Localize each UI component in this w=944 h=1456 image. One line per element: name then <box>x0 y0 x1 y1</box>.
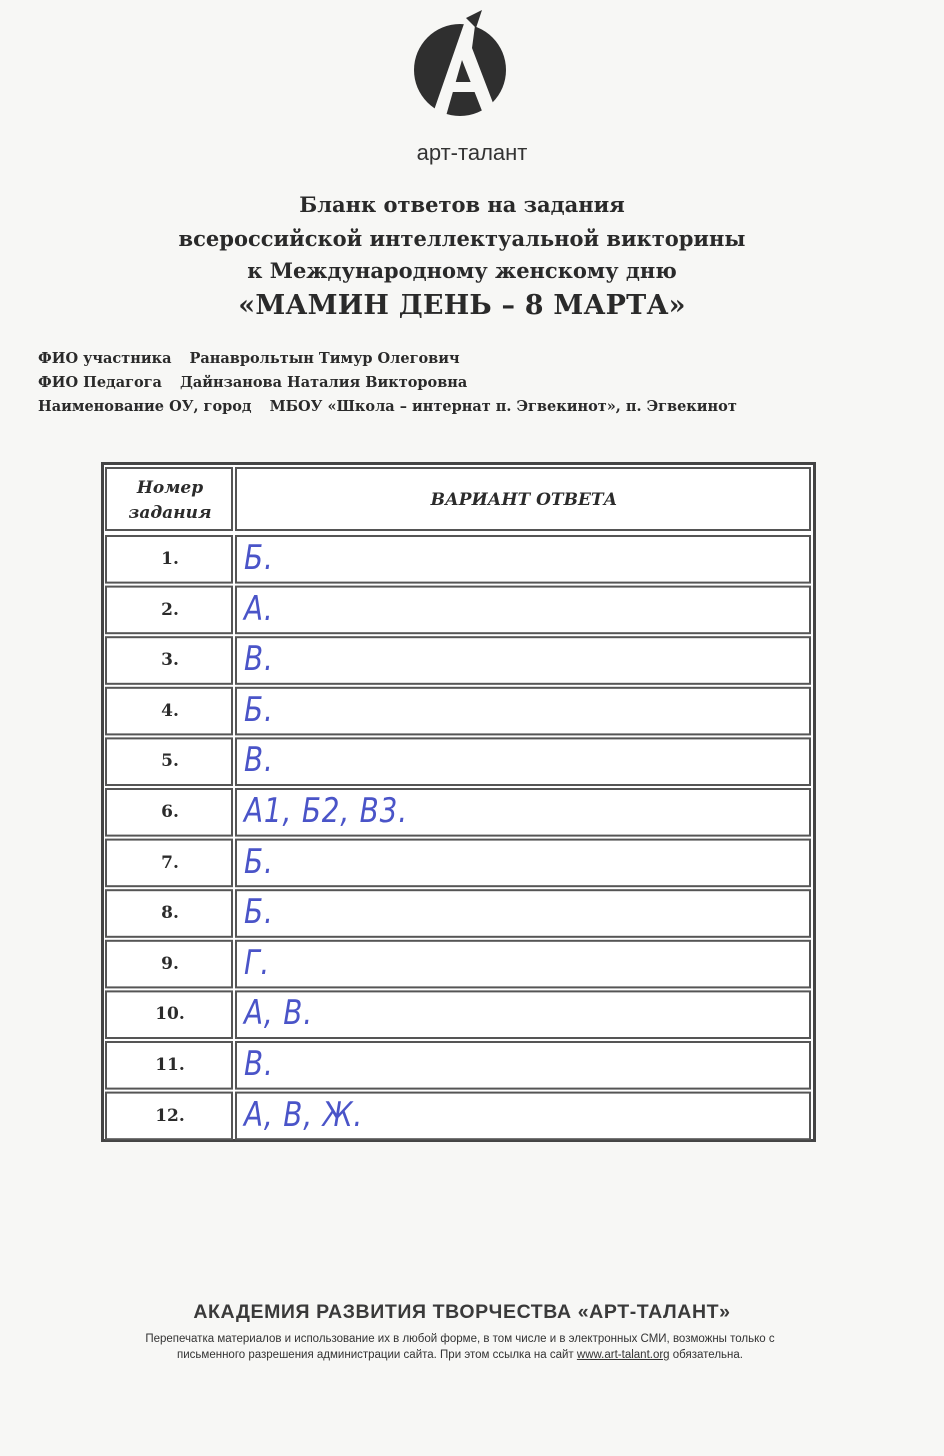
quiz-name: «МАМИН ДЕНЬ – 8 МАРТА» <box>238 290 686 321</box>
column-header-number-line2: задания <box>128 503 212 523</box>
handwritten-answer: А1, Б2, В3. <box>244 791 408 831</box>
task-number: 6. <box>161 802 179 822</box>
task-number: 7. <box>161 852 179 873</box>
handwritten-answer: А. <box>244 588 274 629</box>
participant-label: ФИО участника <box>38 350 172 367</box>
handwritten-answer: Б. <box>244 892 274 933</box>
task-number: 8. <box>161 903 179 924</box>
teacher-value: Дайнзанова Наталия Викторовна <box>179 374 468 391</box>
form-title-line-1: Бланк ответов на задания <box>299 192 625 217</box>
answer-cell-box <box>236 536 810 583</box>
form-title-line-3: к Международному женскому дню <box>247 258 677 283</box>
handwritten-answer: Б. <box>244 689 274 730</box>
task-number: 4. <box>161 700 179 721</box>
handwritten-answer: В. <box>244 1044 274 1084</box>
handwritten-answer: А, В. <box>244 993 313 1034</box>
footer-note-line2 <box>60 1347 860 1363</box>
footer-note <box>60 1331 860 1363</box>
answer-cell-box <box>236 637 810 684</box>
teacher-label: ФИО Педагога <box>38 374 162 391</box>
participant-value: Ранаврольтын Тимур Олегович <box>189 350 460 367</box>
answer-cell-box <box>236 840 810 887</box>
footer-title: АКАДЕМИЯ РАЗВИТИЯ ТВОРЧЕСТВА «АРТ-ТАЛАНТ» <box>193 1301 731 1323</box>
task-number: 10. <box>155 1004 185 1025</box>
answer-cell-box <box>236 738 810 785</box>
answer-cell-box <box>236 587 810 634</box>
footer-note-text: письменного разрешения администрации сайта. При этом ссылка на сайт <box>177 1349 577 1361</box>
answer-cell-box <box>236 1042 810 1089</box>
task-number: 3. <box>161 650 179 671</box>
footer-note-end: обязательна. <box>669 1349 743 1361</box>
handwritten-answer: Б. <box>244 841 274 882</box>
task-number: 1. <box>161 549 179 569</box>
form-title-line-2: всероссийской интеллектуальной викторины <box>178 226 746 251</box>
column-header-answer: ВАРИАНТ ОТВЕТА <box>430 490 618 510</box>
handwritten-answer: В. <box>244 639 274 680</box>
answer-cell-box <box>236 688 810 735</box>
handwritten-answer: В. <box>244 740 274 781</box>
school-value: МБОУ «Школа – интернат п. Эгвекинот», п. Эгвекинот <box>269 398 737 415</box>
brand-name: арт-талант <box>416 140 528 165</box>
answer-cell-box <box>236 941 810 988</box>
column-header-number <box>104 476 236 526</box>
task-number: 11. <box>155 1055 185 1075</box>
task-number: 5. <box>161 751 179 772</box>
answer-cell-box <box>236 991 810 1038</box>
handwritten-answer: А, В, Ж. <box>244 1094 364 1135</box>
task-number: 2. <box>161 599 179 620</box>
task-number: 9. <box>161 953 179 974</box>
school-label: Наименование ОУ, город <box>38 398 252 415</box>
handwritten-answer: Г. <box>244 942 271 983</box>
handwritten-answer: Б. <box>244 538 274 578</box>
column-header-number-line1: Номер <box>136 478 204 498</box>
footer-note-line1: Перепечатка материалов и использование их в любой форме, в том числе и в электронных СМИ, возможны только с <box>145 1333 775 1345</box>
task-number: 12. <box>155 1105 185 1126</box>
answer-cell-box <box>236 890 810 937</box>
site-link[interactable]: www.art-talant.org <box>576 1349 670 1361</box>
